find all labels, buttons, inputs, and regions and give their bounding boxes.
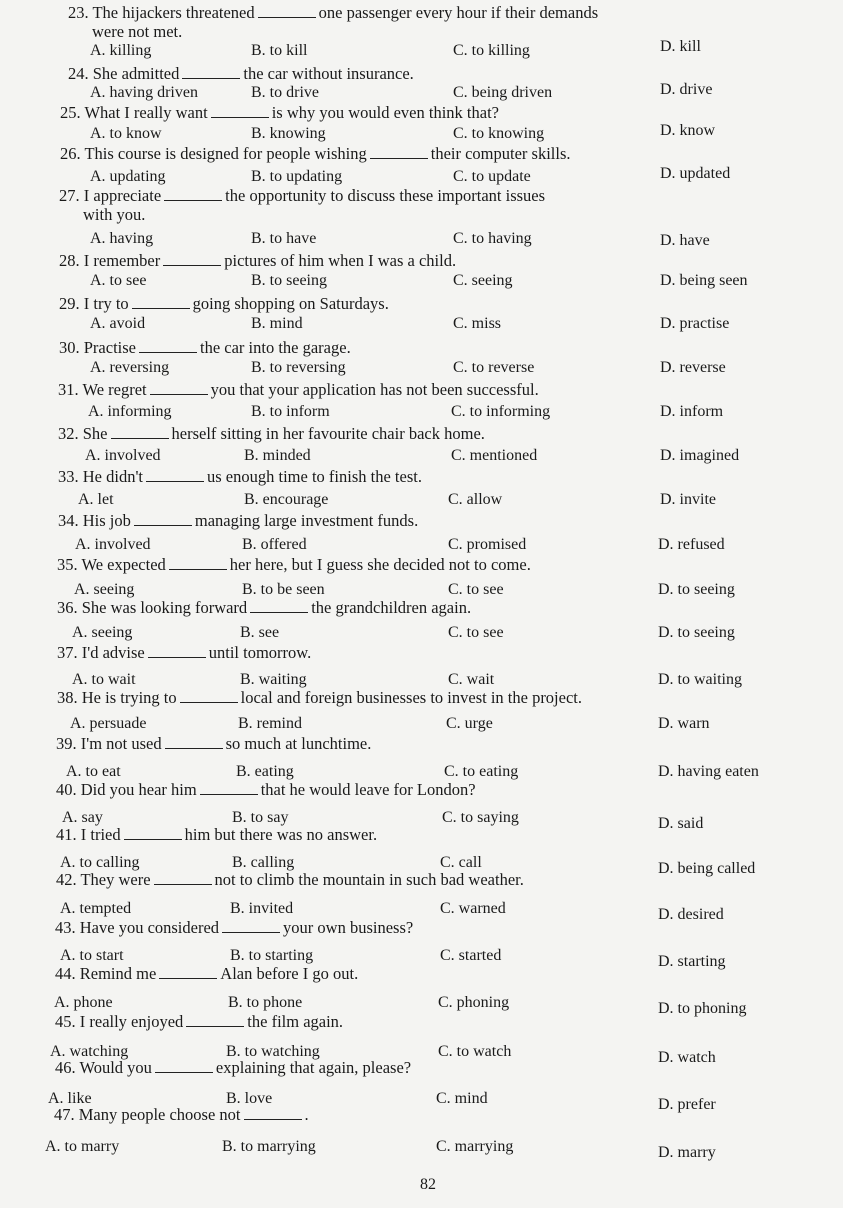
option-c[interactable]: C. to informing bbox=[451, 403, 551, 420]
option-b[interactable]: B. to watching bbox=[226, 1043, 320, 1060]
answer-blank[interactable] bbox=[165, 734, 223, 749]
option-a[interactable]: A. phone bbox=[54, 994, 113, 1011]
question-text-after: one passenger every hour if their demands bbox=[318, 3, 599, 22]
option-c[interactable]: C. to see bbox=[448, 624, 504, 641]
option-c[interactable]: C. marrying bbox=[436, 1138, 514, 1155]
answer-blank[interactable] bbox=[134, 511, 192, 526]
question-stem bbox=[56, 780, 476, 800]
option-a[interactable]: A. to start bbox=[60, 947, 124, 964]
answer-blank[interactable] bbox=[258, 3, 316, 18]
question-text-before: The hijackers threatened bbox=[92, 3, 255, 22]
question-text-before: I really enjoyed bbox=[79, 1012, 184, 1031]
question-number: 24. bbox=[68, 64, 93, 83]
question-number: 36. bbox=[57, 598, 82, 617]
answer-blank[interactable] bbox=[150, 380, 208, 395]
answer-blank[interactable] bbox=[159, 964, 217, 979]
option-a[interactable]: A. like bbox=[48, 1090, 92, 1107]
question-text-after: the opportunity to discuss these important issues bbox=[225, 186, 546, 205]
question-text-before: Remind me bbox=[79, 964, 157, 983]
question-text-after: Alan before I go out. bbox=[220, 964, 359, 983]
option-d[interactable]: D. watch bbox=[658, 1049, 716, 1066]
answer-blank[interactable] bbox=[211, 103, 269, 118]
question-text-before: I try to bbox=[83, 294, 129, 313]
question-number: 39. bbox=[56, 734, 81, 753]
question-text-before: She admitted bbox=[92, 64, 180, 83]
answer-blank[interactable] bbox=[146, 467, 204, 482]
answer-blank[interactable] bbox=[164, 186, 222, 201]
option-b[interactable]: B. to updating bbox=[251, 168, 343, 185]
option-b[interactable]: B. to phone bbox=[228, 994, 303, 1011]
option-b[interactable]: B. remind bbox=[238, 715, 302, 732]
question-stem bbox=[58, 467, 422, 487]
option-d[interactable]: D. desired bbox=[658, 906, 724, 923]
option-a[interactable]: A. reversing bbox=[90, 359, 170, 376]
option-a[interactable]: A. seeing bbox=[74, 581, 135, 598]
question-stem bbox=[57, 598, 471, 618]
question-text-before: I remember bbox=[83, 251, 161, 270]
option-c[interactable]: C. urge bbox=[446, 715, 493, 732]
option-d[interactable]: D. marry bbox=[658, 1144, 716, 1161]
question-number: 27. bbox=[59, 186, 84, 205]
option-a[interactable]: A. watching bbox=[50, 1043, 129, 1060]
option-b[interactable]: B. waiting bbox=[240, 671, 307, 688]
option-d[interactable]: D. reverse bbox=[660, 359, 726, 376]
option-b[interactable]: B. to starting bbox=[230, 947, 314, 964]
question-stem bbox=[57, 643, 311, 663]
question-text-after: so much at lunchtime. bbox=[225, 734, 372, 753]
option-c[interactable]: C. mentioned bbox=[451, 447, 538, 464]
question-stem bbox=[58, 424, 485, 444]
option-b[interactable]: B. offered bbox=[242, 536, 307, 553]
question-text-before: I'd advise bbox=[81, 643, 145, 662]
question-text-before: I'm not used bbox=[80, 734, 162, 753]
answer-blank[interactable] bbox=[244, 1105, 302, 1120]
option-a[interactable]: A. having bbox=[90, 230, 154, 247]
option-c[interactable]: C. to killing bbox=[453, 42, 530, 59]
question-number: 26. bbox=[60, 144, 85, 163]
option-c[interactable]: C. seeing bbox=[453, 272, 513, 289]
question-text-after: her here, but I guess she decided not to come. bbox=[229, 555, 531, 574]
question-text-after: local and foreign businesses to invest in the project. bbox=[240, 688, 583, 707]
option-d[interactable]: D. kill bbox=[660, 38, 701, 55]
answer-blank[interactable] bbox=[370, 144, 428, 159]
option-d[interactable]: D. said bbox=[658, 815, 704, 832]
option-a[interactable]: A. seeing bbox=[72, 624, 133, 641]
answer-blank[interactable] bbox=[111, 424, 169, 439]
question-number: 37. bbox=[57, 643, 82, 662]
option-b[interactable]: B. to inform bbox=[251, 403, 330, 420]
question-number: 40. bbox=[56, 780, 81, 799]
option-a[interactable]: A. informing bbox=[88, 403, 172, 420]
option-d[interactable]: D. know bbox=[660, 122, 716, 139]
question-text-after: until tomorrow. bbox=[208, 643, 312, 662]
question-text-after: going shopping on Saturdays. bbox=[192, 294, 389, 313]
option-a[interactable]: A. to eat bbox=[66, 763, 121, 780]
option-b[interactable]: B. to drive bbox=[251, 84, 319, 101]
question-text-after: explaining that again, please? bbox=[215, 1058, 412, 1077]
question-text-after: your own business? bbox=[283, 918, 414, 937]
question-text-after: him but there was no answer. bbox=[184, 825, 378, 844]
question-text-before: She bbox=[82, 424, 108, 443]
answer-blank[interactable] bbox=[124, 825, 182, 840]
option-c[interactable]: C. call bbox=[440, 854, 482, 871]
option-c[interactable]: C. phoning bbox=[438, 994, 510, 1011]
option-a[interactable]: A. to calling bbox=[60, 854, 140, 871]
option-d[interactable]: D. prefer bbox=[658, 1096, 716, 1113]
option-b[interactable]: B. to have bbox=[251, 230, 317, 247]
answer-blank[interactable] bbox=[222, 918, 280, 933]
question-text-after: herself sitting in her favourite chair back home. bbox=[171, 424, 485, 443]
option-a[interactable]: A. avoid bbox=[90, 315, 146, 332]
question-stem bbox=[58, 511, 418, 531]
question-text-before: We expected bbox=[81, 555, 166, 574]
question-text-before: She was looking forward bbox=[81, 598, 248, 617]
option-c[interactable]: C. to knowing bbox=[453, 125, 545, 142]
option-a[interactable]: A. let bbox=[78, 491, 114, 508]
answer-blank[interactable] bbox=[180, 688, 238, 703]
question-number: 46. bbox=[55, 1058, 80, 1077]
option-a[interactable]: A. to see bbox=[90, 272, 147, 289]
question-number: 33. bbox=[58, 467, 83, 486]
option-a[interactable]: A. involved bbox=[75, 536, 151, 553]
option-b[interactable]: B. see bbox=[240, 624, 280, 641]
question-number: 35. bbox=[57, 555, 82, 574]
question-stem bbox=[54, 1105, 309, 1125]
option-d[interactable]: D. practise bbox=[660, 315, 730, 332]
question-stem bbox=[59, 186, 546, 224]
option-d[interactable]: D. to seeing bbox=[658, 581, 735, 598]
question-stem bbox=[55, 964, 358, 984]
option-d[interactable]: D. have bbox=[660, 232, 710, 249]
option-a[interactable]: A. say bbox=[62, 809, 103, 826]
question-stem bbox=[59, 294, 389, 314]
option-d[interactable]: D. to phoning bbox=[658, 1000, 747, 1017]
question-text-after: is why you would even think that? bbox=[271, 103, 499, 122]
question-text-before: His job bbox=[82, 511, 131, 530]
option-d[interactable]: D. being seen bbox=[660, 272, 748, 289]
option-d[interactable]: D. imagined bbox=[660, 447, 740, 464]
question-stem bbox=[58, 380, 539, 400]
option-b[interactable]: B. love bbox=[226, 1090, 273, 1107]
question-stem bbox=[55, 1012, 343, 1032]
answer-blank[interactable] bbox=[154, 870, 212, 885]
option-a[interactable]: A. to know bbox=[90, 125, 162, 142]
question-text-before: Many people choose not bbox=[78, 1105, 241, 1124]
answer-blank[interactable] bbox=[132, 294, 190, 309]
option-b[interactable]: B. encourage bbox=[244, 491, 329, 508]
option-c[interactable]: C. warned bbox=[440, 900, 506, 917]
option-c[interactable]: C. allow bbox=[448, 491, 503, 508]
question-text-before: Have you considered bbox=[79, 918, 220, 937]
question-stem bbox=[57, 688, 582, 708]
question-stem bbox=[68, 64, 414, 84]
question-stem bbox=[56, 825, 377, 845]
question-text-after: the car without insurance. bbox=[243, 64, 414, 83]
option-d[interactable]: D. having eaten bbox=[658, 763, 759, 780]
question-text-continued: were not met. bbox=[92, 22, 183, 41]
question-text-continued: with you. bbox=[83, 205, 146, 224]
answer-blank[interactable] bbox=[148, 643, 206, 658]
question-number: 47. bbox=[54, 1105, 79, 1124]
option-b[interactable]: B. to say bbox=[232, 809, 289, 826]
question-stem bbox=[55, 1058, 411, 1078]
option-d[interactable]: D. invite bbox=[660, 491, 716, 508]
question-text-after: that he would leave for London? bbox=[260, 780, 476, 799]
question-text-before: Practise bbox=[83, 338, 136, 357]
option-b[interactable]: B. invited bbox=[230, 900, 294, 917]
option-c[interactable]: C. mind bbox=[436, 1090, 488, 1107]
question-text-after: the grandchildren again. bbox=[311, 598, 472, 617]
option-c[interactable]: C. being driven bbox=[453, 84, 553, 101]
question-text-before: What I really want bbox=[84, 103, 208, 122]
answer-blank[interactable] bbox=[163, 251, 221, 266]
option-b[interactable]: B. knowing bbox=[251, 125, 326, 142]
question-number: 29. bbox=[59, 294, 84, 313]
question-number: 45. bbox=[55, 1012, 80, 1031]
option-d[interactable]: D. warn bbox=[658, 715, 710, 732]
option-a[interactable]: A. tempted bbox=[60, 900, 132, 917]
option-c[interactable]: C. miss bbox=[453, 315, 502, 332]
answer-blank[interactable] bbox=[169, 555, 227, 570]
option-c[interactable]: C. promised bbox=[448, 536, 527, 553]
option-a[interactable]: A. having driven bbox=[90, 84, 198, 101]
option-b[interactable]: B. minded bbox=[244, 447, 311, 464]
page-number: 82 bbox=[420, 1176, 436, 1193]
question-text-before: I tried bbox=[80, 825, 121, 844]
question-number: 42. bbox=[56, 870, 81, 889]
question-text-before: They were bbox=[80, 870, 151, 889]
question-text-after: their computer skills. bbox=[430, 144, 571, 163]
option-b[interactable]: B. to reversing bbox=[251, 359, 346, 376]
option-b[interactable]: B. to seeing bbox=[251, 272, 327, 289]
option-b[interactable]: B. eating bbox=[236, 763, 294, 780]
option-b[interactable]: B. to be seen bbox=[242, 581, 325, 598]
question-stem bbox=[56, 870, 524, 890]
question-text-after: the film again. bbox=[247, 1012, 344, 1031]
question-text-after: you that your application has not been successful. bbox=[210, 380, 539, 399]
question-stem bbox=[68, 3, 599, 41]
question-stem bbox=[57, 555, 531, 575]
question-number: 25. bbox=[60, 103, 85, 122]
question-stem bbox=[59, 251, 456, 271]
option-c[interactable]: C. to saying bbox=[442, 809, 519, 826]
question-text-after: . bbox=[304, 1105, 309, 1124]
question-text-before: Did you hear him bbox=[80, 780, 197, 799]
question-text-before: Would you bbox=[79, 1058, 152, 1077]
question-number: 41. bbox=[56, 825, 81, 844]
question-stem bbox=[60, 103, 499, 123]
question-number: 30. bbox=[59, 338, 84, 357]
question-stem bbox=[59, 338, 351, 358]
question-text-after: us enough time to finish the test. bbox=[207, 467, 422, 486]
answer-blank[interactable] bbox=[139, 338, 197, 353]
question-number: 31. bbox=[58, 380, 83, 399]
option-d[interactable]: D. refused bbox=[658, 536, 725, 553]
option-b[interactable]: B. mind bbox=[251, 315, 303, 332]
question-stem bbox=[56, 734, 371, 754]
option-a[interactable]: A. updating bbox=[90, 168, 166, 185]
option-d[interactable]: D. to seeing bbox=[658, 624, 735, 641]
option-b[interactable]: B. to kill bbox=[251, 42, 308, 59]
question-number: 44. bbox=[55, 964, 80, 983]
option-d[interactable]: D. to waiting bbox=[658, 671, 742, 688]
option-d[interactable]: D. drive bbox=[660, 81, 713, 98]
option-c[interactable]: C. to eating bbox=[444, 763, 519, 780]
answer-blank[interactable] bbox=[250, 598, 308, 613]
option-d[interactable]: D. inform bbox=[660, 403, 724, 420]
option-a[interactable]: A. to wait bbox=[72, 671, 136, 688]
question-stem bbox=[60, 144, 571, 164]
option-c[interactable]: C. to having bbox=[453, 230, 532, 247]
option-c[interactable]: C. wait bbox=[448, 671, 495, 688]
answer-blank[interactable] bbox=[186, 1012, 244, 1027]
question-number: 23. bbox=[68, 3, 93, 22]
question-number: 34. bbox=[58, 511, 83, 530]
answer-blank[interactable] bbox=[182, 64, 240, 79]
option-c[interactable]: C. to see bbox=[448, 581, 504, 598]
question-number: 32. bbox=[58, 424, 83, 443]
option-a[interactable]: A. to marry bbox=[45, 1138, 120, 1155]
question-text-before: We regret bbox=[82, 380, 147, 399]
question-text-before: He didn't bbox=[82, 467, 144, 486]
question-text-after: pictures of him when I was a child. bbox=[224, 251, 457, 270]
option-b[interactable]: B. to marrying bbox=[222, 1138, 316, 1155]
question-text-before: He is trying to bbox=[81, 688, 177, 707]
question-text-before: I appreciate bbox=[83, 186, 162, 205]
question-number: 28. bbox=[59, 251, 84, 270]
option-c[interactable]: C. started bbox=[440, 947, 502, 964]
option-b[interactable]: B. calling bbox=[232, 854, 295, 871]
question-text-after: the car into the garage. bbox=[199, 338, 351, 357]
option-a[interactable]: A. persuade bbox=[70, 715, 147, 732]
option-c[interactable]: C. to update bbox=[453, 168, 531, 185]
answer-blank[interactable] bbox=[155, 1058, 213, 1073]
option-d[interactable]: D. starting bbox=[658, 953, 726, 970]
option-c[interactable]: C. to reverse bbox=[453, 359, 535, 376]
question-text-before: This course is designed for people wishing bbox=[84, 144, 367, 163]
question-text-after: not to climb the mountain in such bad weather. bbox=[214, 870, 524, 889]
option-a[interactable]: A. involved bbox=[85, 447, 161, 464]
option-d[interactable]: D. being called bbox=[658, 860, 756, 877]
question-text-after: managing large investment funds. bbox=[194, 511, 419, 530]
question-number: 38. bbox=[57, 688, 82, 707]
option-d[interactable]: D. updated bbox=[660, 165, 731, 182]
question-number: 43. bbox=[55, 918, 80, 937]
option-a[interactable]: A. killing bbox=[90, 42, 152, 59]
answer-blank[interactable] bbox=[200, 780, 258, 795]
question-stem bbox=[55, 918, 413, 938]
option-c[interactable]: C. to watch bbox=[438, 1043, 512, 1060]
